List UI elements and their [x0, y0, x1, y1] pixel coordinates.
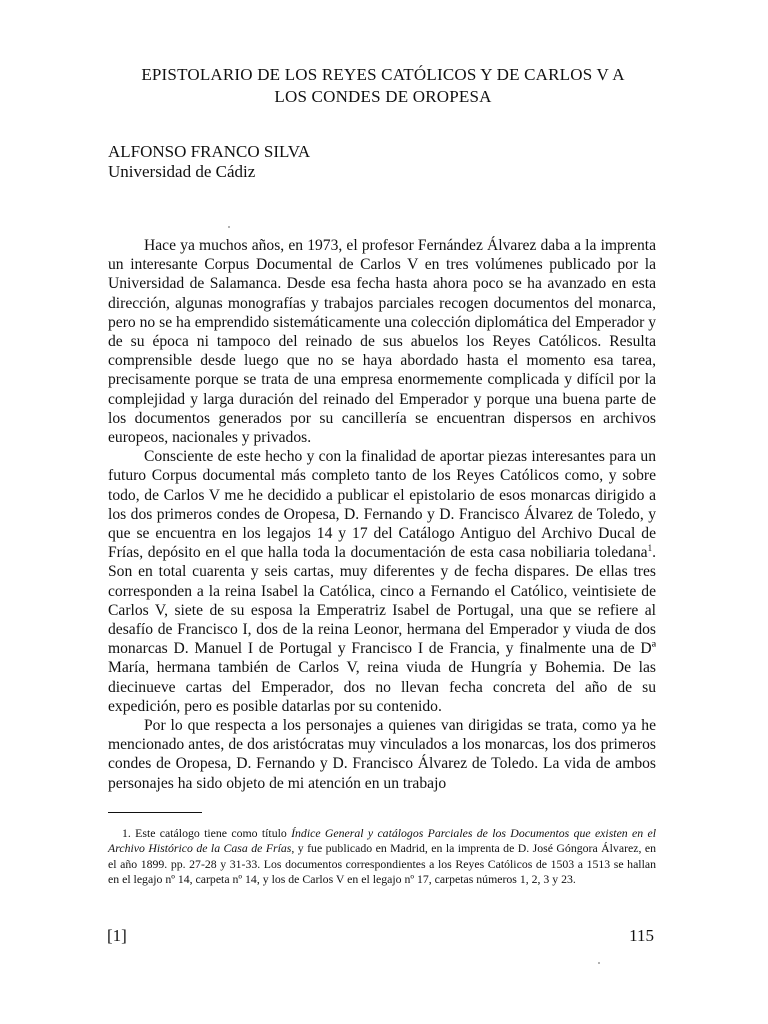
- footnote-text-prefix: 1. Este catálogo tiene como título: [122, 826, 292, 840]
- paragraph-1: Hace ya muchos años, en 1973, el profesor Fernández Álvarez daba a la imprenta un interesante Corpus Documental de Carlos V en tres volúmenes publicado por la Universidad de Salamanca. Desde esa fecha hasta ahora poco se ha avanzado en esta dirección, algunas monografías y trabajos parciales recogen documentos del monarca, pero no se ha emprendido sistemáticamente una colección diplomática del Emperador y de su época ni tampoco del reinado de sus abuelos los Reyes Católicos. Resulta comprensible desde luego que no se haya abordado hasta el momento esa tarea, precisamente porque se trata de una empresa enormemente complicada y difícil por la complejidad y larga duración del reinado del Emperador y porque una buena parte de los documentos generados por su cancillería se encuentran dispersos en archivos europeos, nacionales y privados.: [108, 237, 656, 447]
- body-text: [108, 236, 656, 793]
- paragraph-3: Por lo que respecta a los personajes a quienes van dirigidas se trata, como ya he mencionado antes, de dos aristócratas muy vinculados a los monarcas, los dos primeros condes de Oropesa, D. Fernando y D. Francisco Álvarez de Toledo. La vida de ambos personajes ha sido objeto de mi atención en un trabajo: [108, 717, 656, 792]
- footnote-divider: [108, 812, 202, 813]
- author-affiliation: Universidad de Cádiz: [108, 162, 256, 181]
- scan-speck: [598, 962, 600, 964]
- paragraph-2: [108, 447, 656, 716]
- footnote-text-suffix: , y fue publicado en Madrid, en la imprenta de D. José Góngora Álvarez, en el año 1899. pp. 27-28 y 31-33. Los documentos correspondientes a los Reyes Católicos de 1503 a 1513 se hallan en el legajo nº 14, carpeta nº 14, y los de Carlos V en el legajo nº 17, carpetas números 1, 2, 3 y 23.: [108, 841, 656, 887]
- footnote-reference: 1: [647, 543, 653, 554]
- article-title: [100, 64, 666, 108]
- paragraph-2-text-a: Consciente de este hecho y con la finalidad de aportar piezas interesantes para un futuro Corpus documental más completo tanto de los Reyes Católicos como, y sobre todo, de Carlos V me he decidido a publicar el epistolario de esos monarcas dirigido a los dos primeros condes de Oropesa, D. Fernando y D. Francisco Álvarez de Toledo, y que se encuentra en los legajos 14 y 17 del Catálogo Antiguo del Archivo Ducal de Frías, depósito en el que halla toda la documentación de esta casa nobiliaria toledana: [108, 448, 656, 562]
- footnote-1: [108, 826, 656, 888]
- scan-speck: [228, 226, 230, 228]
- article-title-line-1: EPISTOLARIO DE LOS REYES CATÓLICOS Y DE CARLOS V A: [141, 65, 625, 84]
- page-reference: [1]: [107, 926, 127, 945]
- footnote-catalog-title: Índice General y catálogos Parciales de los Documentos que existen en el Archivo Histórico de la Casa de Frías: [108, 826, 656, 856]
- author-name: ALFONSO FRANCO SILVA: [108, 142, 311, 161]
- page-number: 115: [629, 926, 654, 945]
- article-title-line-2: LOS CONDES DE OROPESA: [274, 87, 492, 106]
- paragraph-2-text-b: . Son en total cuarenta y seis cartas, muy diferentes y de fecha dispares. De ellas tres corresponden a la reina Isabel la Católica, cinco a Fernando el Católico, veintisiete de Carlos V, siete de su esposa la Emperatriz Isabel de Portugal, una que se refiere al desafío de Francisco I, dos de la reina Leonor, hermana del Emperador y viuda de dos monarcas D. Manuel I de Portugal y Francisco I de Francia, y finalmente una de Dª María, hermana también de Carlos V, reina viuda de Hungría y Bohemia. De las diecinueve cartas del Emperador, dos no llevan fecha concreta del año de su expedición, pero es posible datarlas por su contenido.: [108, 544, 656, 715]
